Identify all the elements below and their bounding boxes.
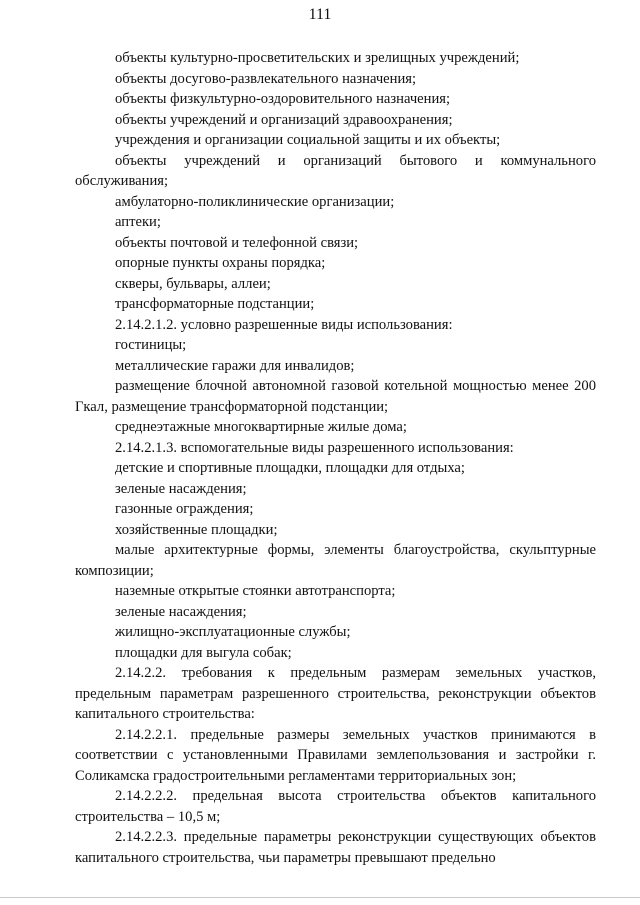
paragraph: амбулаторно-поликлинические организации; [115, 193, 395, 210]
paragraph: гостиницы; [115, 337, 187, 353]
paragraph: наземные открытые стоянки автотранспорта; [115, 583, 396, 599]
paragraph: среднеэтажные многоквартирные жилые дома; [115, 419, 407, 435]
paragraph: объекты учреждений и организаций бытового и коммунального обслуживания; [75, 152, 596, 189]
paragraph: объекты досугово-развлекательного назначения; [115, 70, 417, 87]
page-bottom-divider [0, 897, 640, 898]
paragraph: 2.14.2.2.2. предельная высота строительства объектов капитального строительства – 10,5 м; [75, 788, 596, 825]
paragraph: аптеки; [115, 214, 161, 230]
paragraph: детские и спортивные площадки, площадки для отдыха; [115, 460, 465, 476]
paragraph: 2.14.2.2.3. предельные параметры реконструкции существующих объектов капитального строительства, чьи параметры превышают предельно [75, 829, 596, 866]
paragraph: зеленые насаждения; [115, 603, 247, 620]
paragraph: жилищно-эксплуатационные службы; [115, 624, 351, 640]
paragraph: объекты учреждений и организаций здравоохранения; [115, 111, 453, 128]
paragraph: размещение блочной автономной газовой котельной мощностью менее 200 Гкал, размещение трансформаторной подстанции; [75, 378, 596, 415]
paragraph: малые архитектурные формы, элементы благоустройства, скульптурные композиции; [75, 542, 596, 579]
paragraph: трансформаторные подстанции; [115, 296, 315, 312]
paragraph: объекты культурно-просветительских и зрелищных учреждений; [115, 50, 520, 66]
paragraph: 2.14.2.2.1. предельные размеры земельных участков принимаются в соответствии с установленными Правилами землепользования и застройки г. Соликамска градостроительными регламентами территориальных зон; [75, 726, 596, 784]
paragraph: газонные ограждения; [115, 501, 254, 517]
paragraph: опорные пункты охраны порядка; [115, 255, 326, 271]
paragraph: 2.14.2.1.3. вспомогательные виды разрешенного использования: [115, 439, 514, 456]
paragraph: 2.14.2.2. требования к предельным размерам земельных участков, предельным параметрам разрешенного строительства, реконструкции объектов капитального строительства: [75, 665, 596, 722]
paragraph: объекты почтовой и телефонной связи; [115, 234, 359, 251]
paragraph: зеленые насаждения; [115, 480, 247, 497]
paragraph: учреждения и организации социальной защиты и их объекты; [115, 132, 501, 148]
paragraph: скверы, бульвары, аллеи; [115, 275, 271, 292]
paragraph: 2.14.2.1.2. условно разрешенные виды использования: [115, 316, 453, 333]
paragraph: объекты физкультурно-оздоровительного назначения; [115, 91, 451, 107]
page-number: 111 [308, 6, 332, 23]
document-body [75, 48, 596, 868]
paragraph: металлические гаражи для инвалидов; [115, 357, 355, 374]
paragraph: площадки для выгула собак; [115, 644, 292, 661]
paragraph: хозяйственные площадки; [115, 521, 278, 538]
